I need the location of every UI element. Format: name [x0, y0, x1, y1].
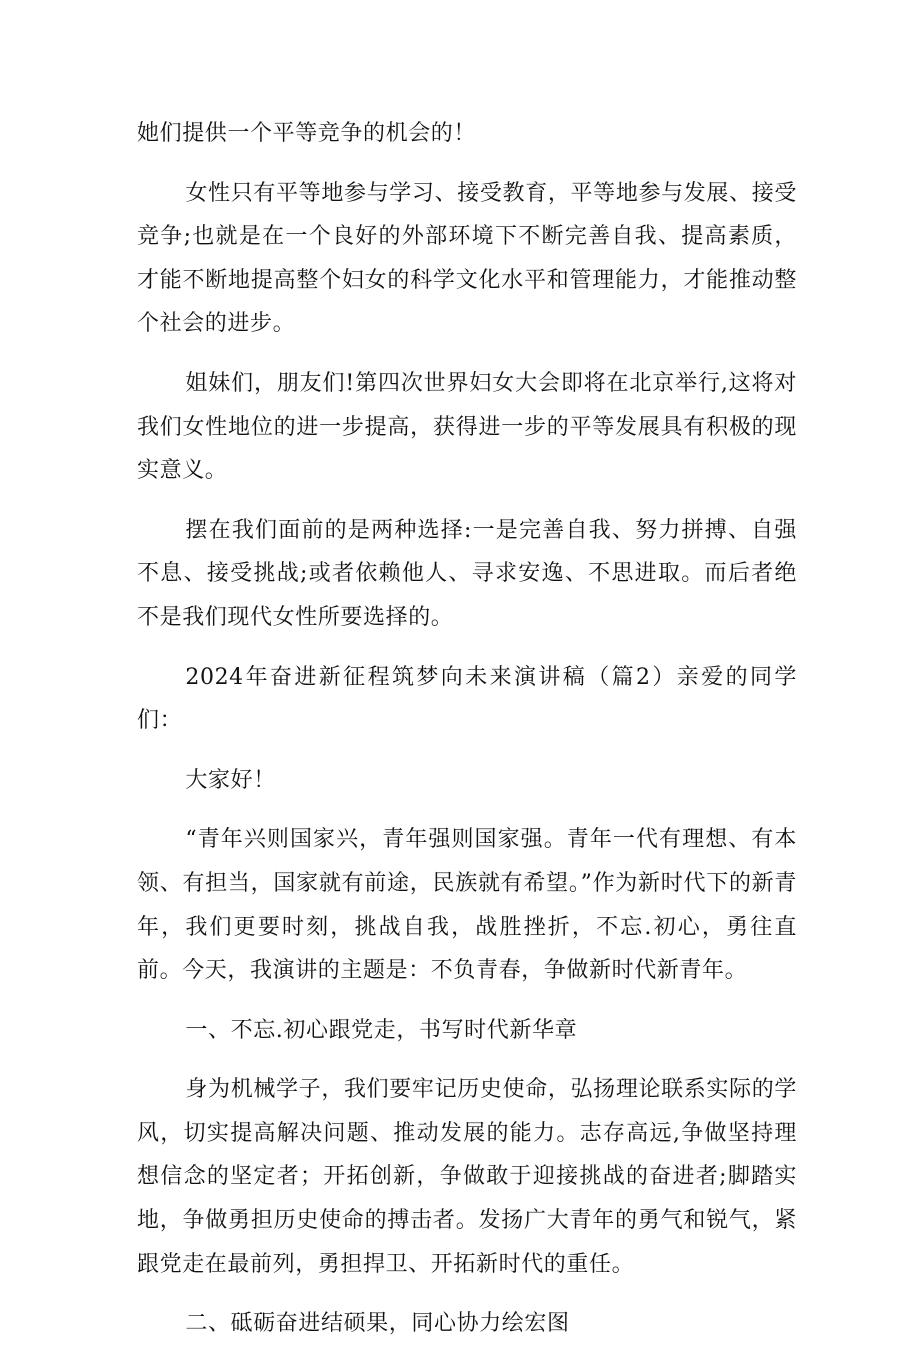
- speech-title-line: 2024年奋进新征程筑梦向未来演讲稿（篇2）亲爱的同学们：: [137, 664, 797, 734]
- paragraph-youth-quote: “青年兴则国家兴，青年强则国家强。青年一代有理想、有本领、有担当，国家就有前途，民族就有希望。”作为新时代下的新青年，我们更要时刻，挑战自我，战胜挫折，不忘.初心，勇往直前。今天，我演讲的主题是：不负青春，争做新时代新青年。: [137, 827, 797, 984]
- greeting: 大家好！: [185, 767, 276, 793]
- section-heading-one: 一、不忘.初心跟党走，书写时代新华章: [185, 1017, 578, 1043]
- paragraph-equality: 女性只有平等地参与学习、接受教育，平等地参与发展、接受竞争;也就是在一个良好的外部环境下不断完善自我、提高素质，才能不断地提高整个妇女的科学文化水平和管理能力，才能推动整个社会的进步。: [137, 180, 797, 337]
- paragraph-continuation: 她们提供一个平等竞争的机会的！: [137, 121, 477, 146]
- document-body: [137, 112, 797, 1362]
- paragraph-sisters-friends: 姐妹们，朋友们!第四次世界妇女大会即将在北京举行,这将对我们女性地位的进一步提高，获得进一步的平等发展具有积极的现实意义。: [137, 370, 797, 484]
- paragraph-mechanical-students: 身为机械学子，我们要牢记历史使命，弘扬理论联系实际的学风，切实提高解决问题、推动发展的能力。志存高远,争做坚持理想信念的坚定者；开拓创新，争做敢于迎接挑战的奋进者;脚踏实地，争做勇担历史使命的搏击者。发扬广大青年的勇气和锐气，紧跟党走在最前列，勇担捍卫、开拓新时代的重任。: [137, 1077, 797, 1277]
- paragraph-two-choices: 摆在我们面前的是两种选择:一是完善自我、努力拼搏、自强不息、接受挑战;或者依赖他人、寻求安逸、不思进取。而后者绝不是我们现代女性所要选择的。: [137, 517, 797, 630]
- section-heading-two: 二、砥砺奋进结硕果，同心协力绘宏图: [185, 1311, 570, 1337]
